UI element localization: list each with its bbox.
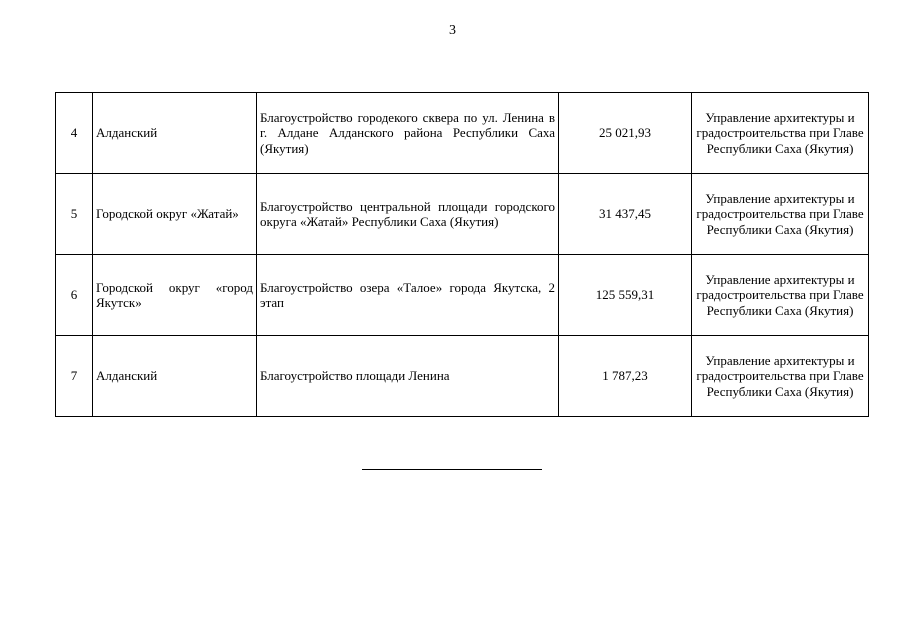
table-row — [56, 174, 869, 255]
responsible-cell: Управление архитектуры и градостроительства при Главе Республики Саха (Якутия) — [692, 336, 869, 417]
row-number: 7 — [56, 336, 93, 417]
amount-cell: 125 559,31 — [559, 255, 692, 336]
closing-rule — [362, 469, 542, 470]
district-cell: Алданский — [93, 93, 257, 174]
table-row — [56, 336, 869, 417]
table-row — [56, 93, 869, 174]
responsible-cell: Управление архитектуры и градостроительства при Главе Республики Саха (Якутия) — [692, 255, 869, 336]
row-number: 5 — [56, 174, 93, 255]
responsible-cell: Управление архитектуры и градостроительства при Главе Республики Саха (Якутия) — [692, 93, 869, 174]
row-number: 6 — [56, 255, 93, 336]
district-cell: Городской округ «Жатай» — [93, 174, 257, 255]
responsible-cell: Управление архитектуры и градостроительства при Главе Республики Саха (Якутия) — [692, 174, 869, 255]
project-cell: Благоустройство площади Ленина — [257, 336, 559, 417]
project-cell: Благоустройство центральной площади городского округа «Жатай» Республики Саха (Якутия) — [257, 174, 559, 255]
project-cell: Благоустройство озера «Талое» города Якутска, 2 этап — [257, 255, 559, 336]
district-cell: Городской округ «город Якутск» — [93, 255, 257, 336]
projects-table — [55, 92, 869, 417]
project-cell: Благоустройство городекого сквера по ул. Ленина в г. Алдане Алданского района Республики Саха (Якутия) — [257, 93, 559, 174]
table-row — [56, 255, 869, 336]
page-number: 3 — [449, 23, 456, 38]
amount-cell: 31 437,45 — [559, 174, 692, 255]
row-number: 4 — [56, 93, 93, 174]
amount-cell: 25 021,93 — [559, 93, 692, 174]
amount-cell: 1 787,23 — [559, 336, 692, 417]
district-cell: Алданский — [93, 336, 257, 417]
